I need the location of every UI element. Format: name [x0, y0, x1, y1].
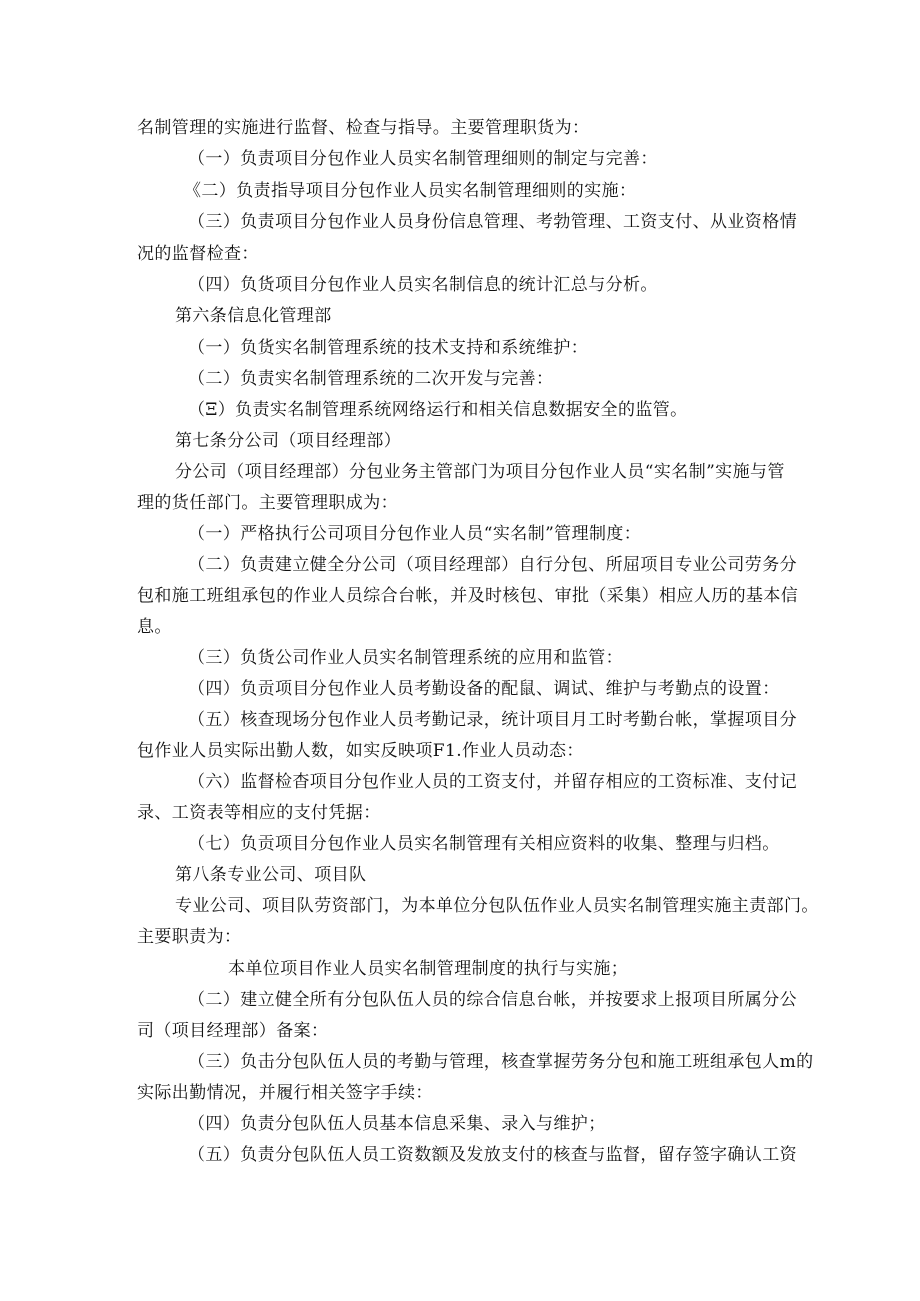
text-line: 况的监督检查：	[137, 244, 259, 264]
text-line: 本单位项目作业人员实名制管理制度的执行与实施；	[228, 959, 629, 979]
text-line: 分公司（项目经理部）分包业务主管部门为项目分包作业人员“实名制”实施与管	[175, 462, 785, 482]
text-line: （一）严格执行公司项目分包作业人员“实名制”管理制度：	[188, 524, 642, 544]
text-line: 专业公司、项目队劳资部门，为本单位分包队伍作业人员实名制管理实施主责部门。	[175, 896, 819, 916]
text-line: 包作业人员实际出勤人数，如实反映项F1.作业人员动态：	[137, 741, 584, 761]
section-heading: 第八条专业公司、项目队	[175, 865, 367, 885]
text-line: （三）负货公司作业人员实名制管理系统的应用和监管：	[188, 648, 623, 668]
text-line: （五）核查现场分包作业人员考勤记录，统计项目月工时考勤台帐，掌握项目分	[188, 710, 797, 730]
text-line: （五）负责分包队伍人员工资数额及发放支付的核查与监督，留存签字确认工资	[188, 1145, 797, 1165]
text-line: （六）监督检杳项目分包作业人员的工资支付，并留存相应的工资标准、支付记	[188, 772, 797, 792]
text-line: 主要职责为：	[137, 927, 242, 947]
text-line: 录、工资表等相应的支付凭据：	[137, 803, 381, 823]
text-line: （二）负责实名制管理系统的二次开发与完善：	[188, 369, 554, 389]
text-line: （三）负责项目分包作业人员身份信息管理、考勃管理、工资支付、从业资格情	[188, 212, 797, 232]
text-line: （一）负责项目分包作业人员实名制管理细则的制定与完善：	[188, 149, 658, 169]
text-line: （三）负击分包队伍人员的考勤与管理，核查掌握劳务分包和施工班组承包人m的	[188, 1052, 814, 1072]
text-line: （四）负贡项目分包作业人员考勤设备的配鼠、调试、维护与考勤点的设置：	[188, 679, 780, 699]
text-line: （四）负责分包队伍人员基本信息采集、录入与维护；	[188, 1114, 606, 1134]
text-line: （Ξ）负责实名制管理系统网络运行和相关信息数据安全的监管。	[188, 400, 688, 420]
text-line: （七）负贡项目分包作业人员实名制管理有关相应资料的收集、整理与归档。	[188, 834, 780, 854]
text-line: （四）负货项目分包作业人员实名制信息的统计汇总与分析。	[188, 275, 658, 295]
text-line: 司（项目经理部）备案：	[137, 1021, 329, 1041]
text-line: （一）负货实名制管理系统的技术支持和系统维护：	[188, 338, 589, 358]
text-line: 理的货任部门。主要管理职成为：	[137, 493, 398, 513]
text-line: 息。	[137, 617, 172, 637]
section-heading: 第六条信息化管理部	[175, 306, 332, 326]
section-heading: 第七条分公司（项目经理部）	[175, 431, 402, 451]
text-line: （二）负责建立健全分公司（项目经理部）自行分包、所屈项目专业公司劳务分	[188, 555, 797, 575]
text-line: （二）建立健全所有分包队伍人员的综合信息台帐，并按要求上报项目所属分公	[188, 990, 797, 1010]
text-line: 名制管理的实施进行监督、检查与指导。主要管理职货为：	[137, 118, 590, 138]
text-line: 实际出勤情况，并履行相关签字手续：	[137, 1083, 433, 1103]
text-line: 包和施工班组承包的作业人员综合台帐，并及时核包、审批（采集）相应人历的基本信	[137, 586, 799, 606]
text-line: 《二）负责指导项目分包作业人员实名制管理细则的实施：	[184, 181, 637, 201]
